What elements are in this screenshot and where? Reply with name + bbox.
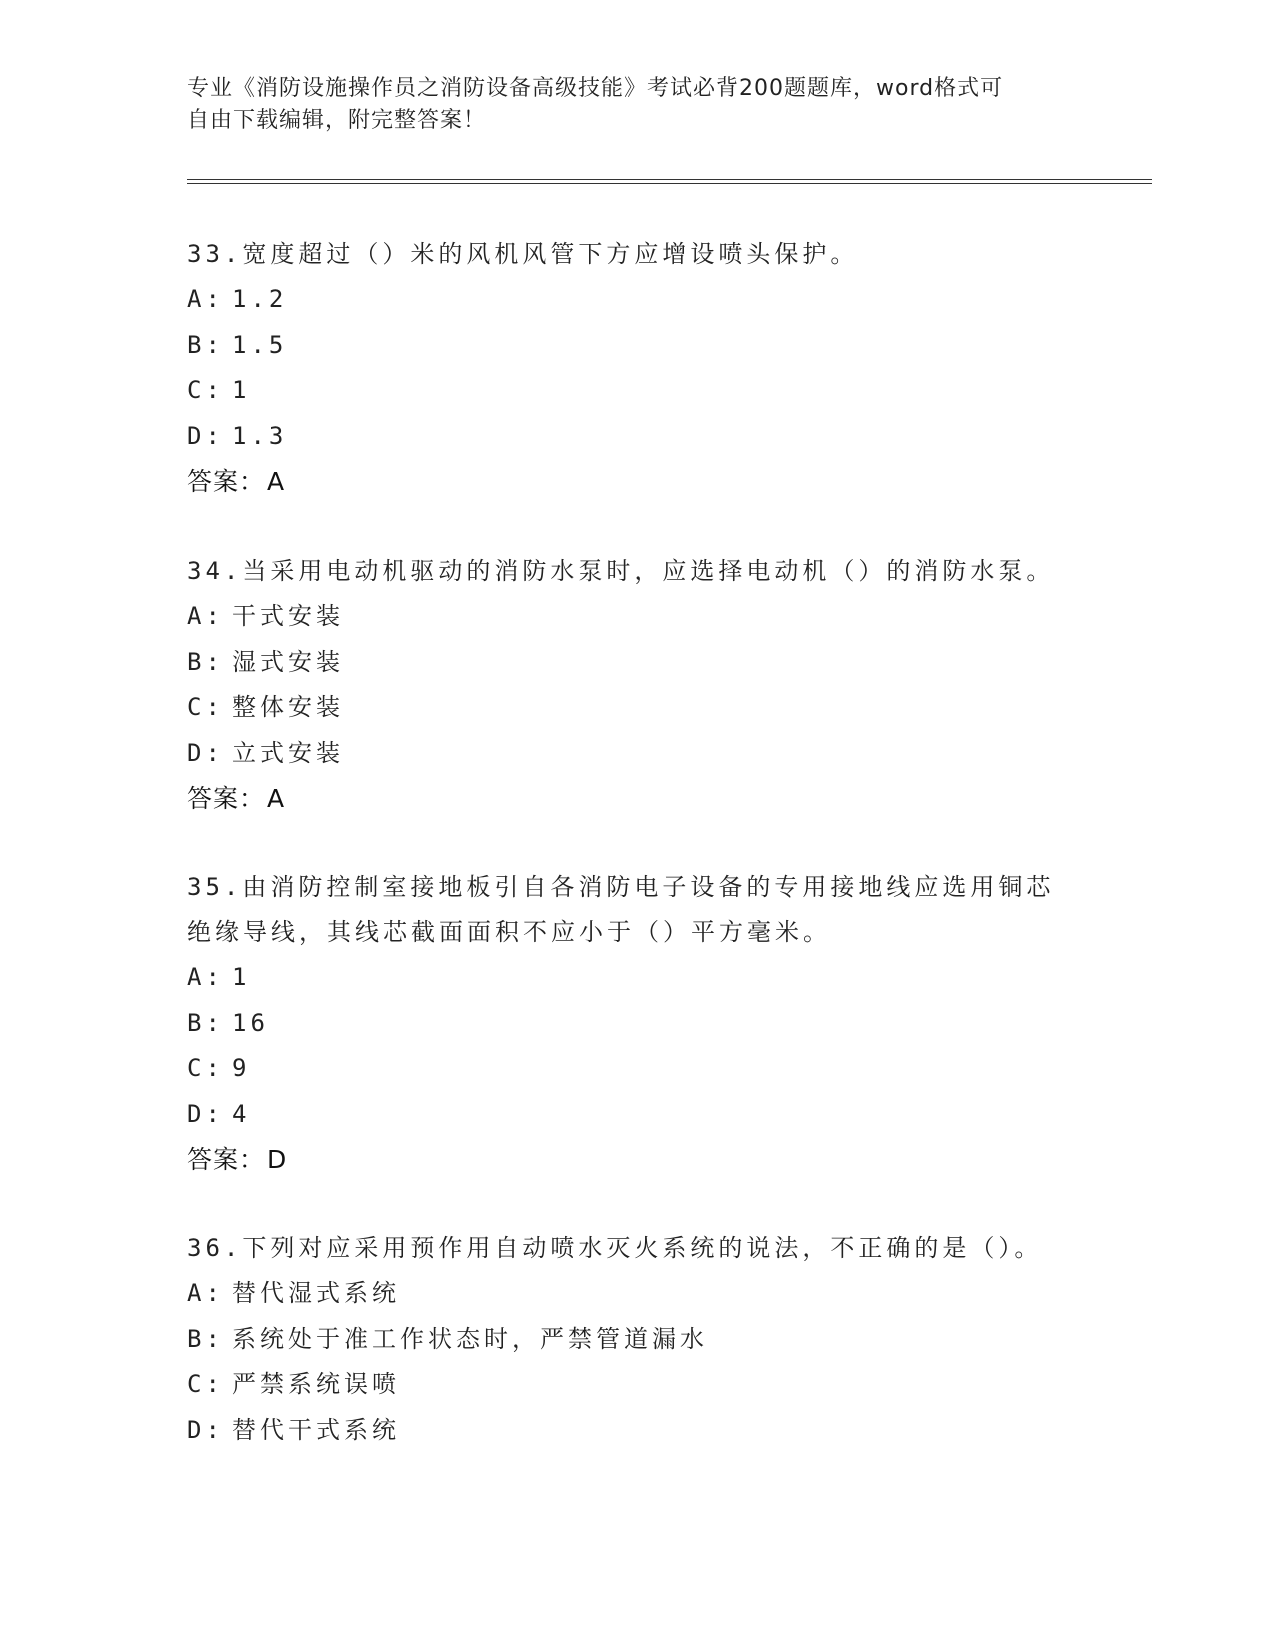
option-b	[187, 640, 1087, 686]
question-33	[187, 232, 1087, 505]
option-text: 替代干式系统	[232, 1415, 400, 1444]
option-letter: B:	[187, 647, 224, 676]
option-letter: C:	[187, 376, 224, 404]
option-letter: A:	[187, 1279, 224, 1307]
option-a	[187, 594, 1087, 640]
option-text: 整体安装	[232, 693, 344, 721]
option-letter: D:	[187, 738, 224, 767]
option-text: 严禁系统误喷	[232, 1370, 400, 1398]
option-text: 1.2	[232, 285, 288, 313]
option-text: 1.5	[232, 330, 288, 359]
answer-line	[187, 776, 1087, 822]
answer-value: A	[267, 467, 286, 496]
header-line-1: 专业《消防设施操作员之消防设备高级技能》考试必背200题题库，word格式可	[187, 76, 1004, 101]
option-text: 16	[232, 1008, 269, 1037]
answer-line	[187, 459, 1087, 505]
answer-label: 答案：	[187, 784, 266, 813]
option-letter: B:	[187, 1324, 224, 1353]
option-letter: D:	[187, 1099, 224, 1128]
answer-label: 答案：	[187, 467, 266, 496]
option-d	[187, 731, 1087, 777]
option-c	[187, 1362, 1087, 1408]
option-d	[187, 414, 1087, 460]
option-letter: B:	[187, 330, 224, 359]
question-stem: 当采用电动机驱动的消防水泵时，应选择电动机（）的消防水泵。	[242, 557, 1055, 585]
option-d	[187, 1408, 1087, 1454]
question-stem: 下列对应采用预作用自动喷水灭火系统的说法，不正确的是（）。	[242, 1234, 1043, 1262]
option-c	[187, 1046, 1087, 1092]
question-number: 36.	[187, 1234, 243, 1262]
option-text: 1	[232, 963, 251, 991]
question-number: 33.	[187, 240, 243, 268]
option-letter: A:	[187, 602, 224, 630]
option-text: 4	[232, 1099, 251, 1128]
question-35	[187, 865, 1087, 1183]
header-divider-bottom	[187, 183, 1152, 184]
question-text	[187, 549, 1087, 594]
question-number: 34.	[187, 557, 243, 585]
question-stem-line-2: 绝缘导线，其线芯截面面积不应小于（）平方毫米。	[187, 918, 831, 946]
option-text: 系统处于准工作状态时，严禁管道漏水	[232, 1324, 708, 1353]
option-text: 替代湿式系统	[232, 1279, 400, 1307]
option-a	[187, 955, 1087, 1001]
option-letter: A:	[187, 963, 224, 991]
option-d	[187, 1092, 1087, 1138]
option-c	[187, 685, 1087, 731]
option-text: 1	[232, 376, 251, 404]
option-c	[187, 368, 1087, 414]
header-line-2: 自由下载编辑，附完整答案！	[187, 108, 487, 133]
question-text	[187, 232, 1087, 277]
answer-label: 答案：	[187, 1145, 266, 1174]
answer-value: D	[267, 1145, 288, 1174]
option-text: 1.3	[232, 421, 288, 450]
header-divider-top	[187, 179, 1152, 180]
option-text: 9	[232, 1054, 251, 1082]
question-text	[187, 1226, 1087, 1271]
question-text	[187, 865, 1087, 955]
option-letter: D:	[187, 1415, 224, 1444]
option-b	[187, 323, 1087, 369]
question-36	[187, 1226, 1087, 1453]
option-text: 干式安装	[232, 602, 344, 630]
option-letter: B:	[187, 1008, 224, 1037]
document-header	[187, 73, 1087, 137]
option-text: 湿式安装	[232, 647, 344, 676]
option-text: 立式安装	[232, 738, 344, 767]
option-a	[187, 277, 1087, 323]
option-letter: C:	[187, 1370, 224, 1398]
option-letter: C:	[187, 693, 224, 721]
option-b	[187, 1001, 1087, 1047]
option-letter: C:	[187, 1054, 224, 1082]
question-number: 35.	[187, 873, 243, 901]
question-stem: 宽度超过（）米的风机风管下方应增设喷头保护。	[242, 240, 859, 268]
answer-line	[187, 1137, 1087, 1183]
option-a	[187, 1271, 1087, 1317]
answer-value: A	[267, 784, 286, 813]
question-34	[187, 549, 1087, 822]
option-letter: A:	[187, 285, 224, 313]
option-letter: D:	[187, 421, 224, 450]
option-b	[187, 1317, 1087, 1363]
question-stem-line-1: 由消防控制室接地板引自各消防电子设备的专用接地线应选用铜芯	[242, 873, 1055, 901]
